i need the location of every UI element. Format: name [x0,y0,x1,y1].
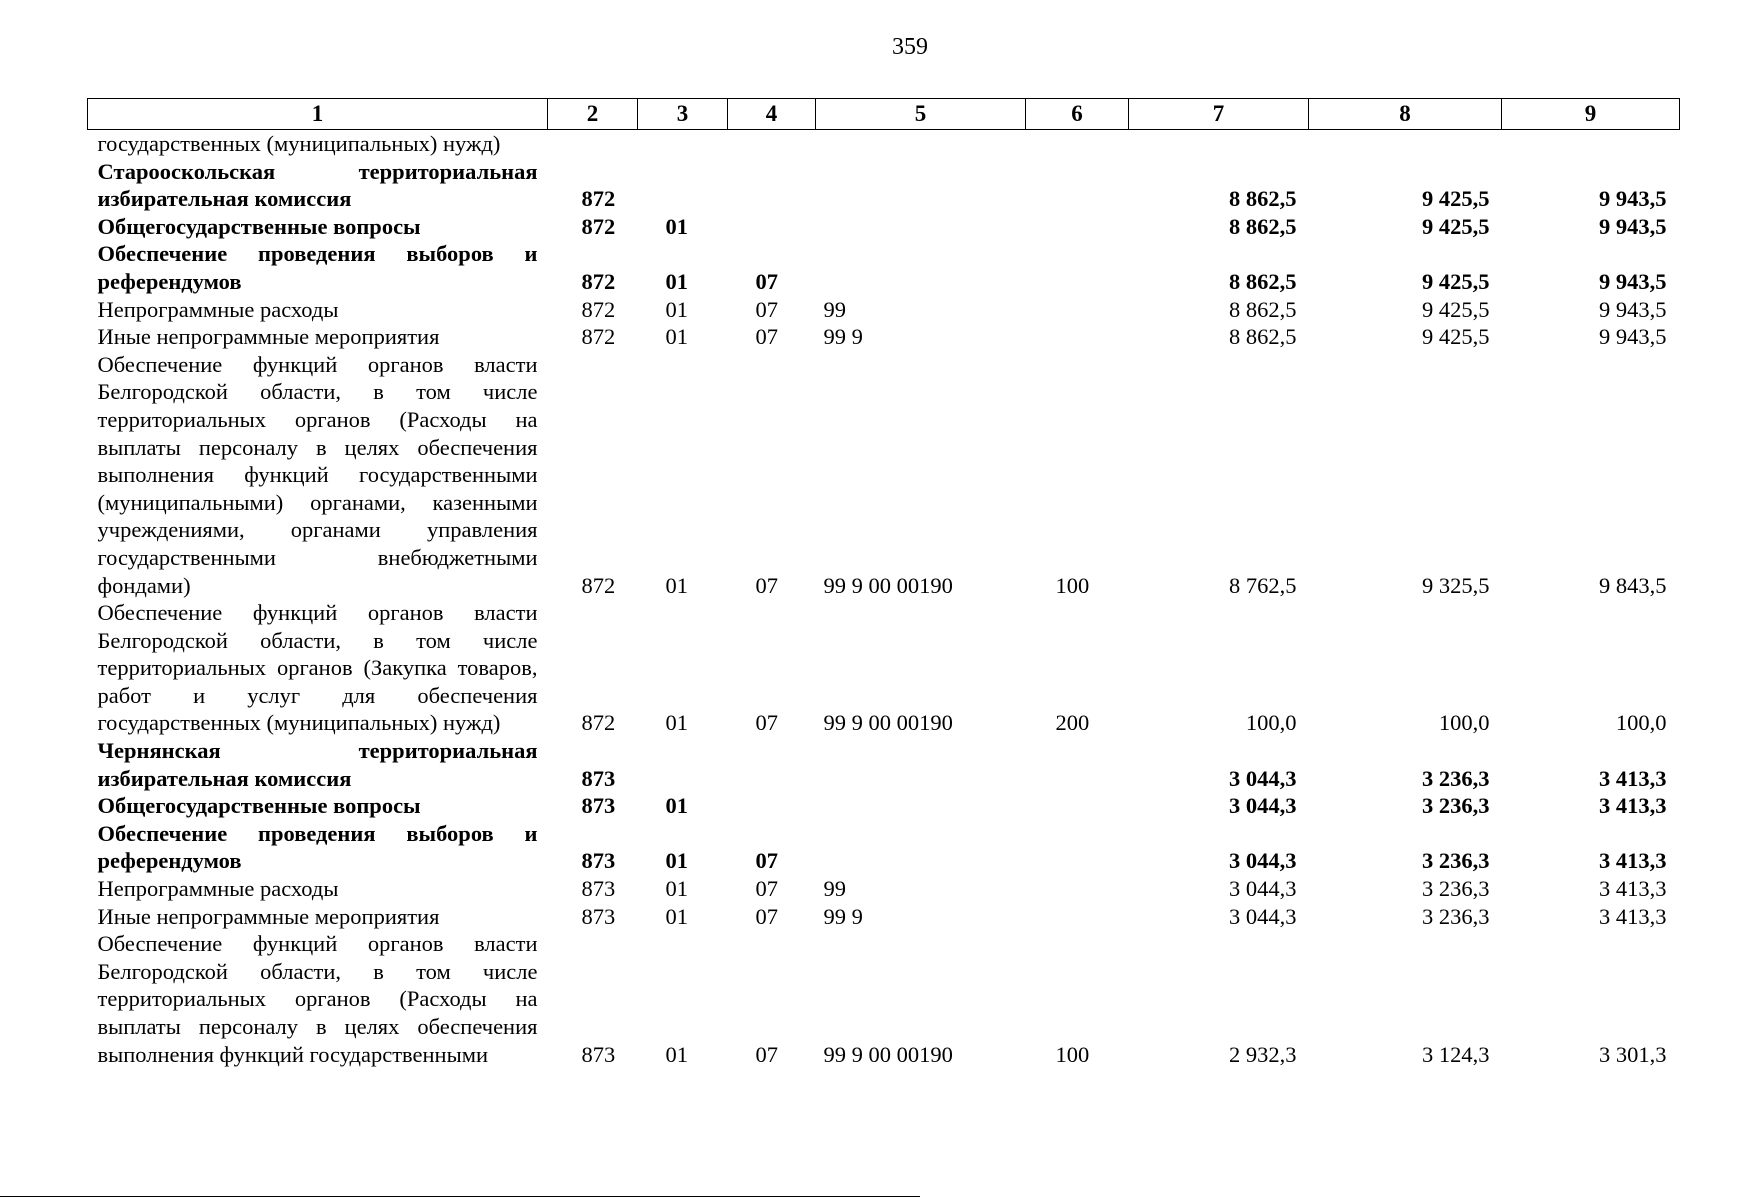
row-amount-cell: 9 425,5 [1422,186,1490,212]
row-amount-cell: 8 862,5 [1229,186,1297,212]
row-section-cell: 01 [665,572,688,598]
row-target-article-cell [816,737,1026,792]
row-code-cell: 872 [581,296,616,322]
row-expense-type-cell [1026,296,1129,324]
row-target-article-cell: 99 [823,876,846,902]
row-section-cell [638,737,728,792]
page-bottom-rule [0,1196,920,1197]
row-section-cell: 01 [665,268,688,294]
row-amount-cell: 3 301,3 [1599,1041,1667,1067]
row-name-cell: Обеспечение функций органов власти Белгородской области, в том числе территориальных органов (Расходы на выплаты персоналу в целях обеспечения выполнения функций государственными (муниципальными) органами, казенными учреждениями, органами управления государственными внебюджетными фондами) [97,351,538,598]
row-section-cell: 01 [665,324,688,350]
table-row [88,240,1680,295]
table-row [88,599,1680,737]
row-target-article-cell [816,240,1026,295]
row-section-cell: 01 [665,848,688,874]
column-header: 5 [816,99,1026,130]
row-target-article-cell [816,792,1026,820]
column-header: 9 [1502,99,1680,130]
row-target-article-cell: 99 9 00 00190 [823,572,953,598]
row-expense-type-cell [1026,737,1129,792]
row-code-cell: 872 [581,710,616,736]
row-expense-type-cell: 100 [1055,1041,1090,1067]
row-expense-type-cell [1026,240,1129,295]
table-row [88,820,1680,875]
table-row [88,903,1680,931]
row-amount-cell: 3 236,3 [1422,903,1490,929]
row-section-cell: 01 [665,903,688,929]
row-section-cell [638,130,728,158]
row-subsection-cell: 07 [755,1041,778,1067]
row-amount-cell: 100,0 [1245,710,1297,736]
table-header-row [88,99,1680,130]
column-header: 1 [88,99,548,130]
row-code-cell: 873 [581,765,616,791]
column-header: 2 [548,99,638,130]
table-row [88,930,1680,1068]
row-amount-cell: 3 413,3 [1599,765,1667,791]
row-section-cell [638,158,728,213]
row-amount-cell: 100,0 [1615,710,1667,736]
row-subsection-cell [728,130,816,158]
row-code-cell: 873 [581,1041,616,1067]
row-amount-cell: 8 862,5 [1229,268,1297,294]
table-row [88,792,1680,820]
row-amount-cell: 9 425,5 [1422,296,1490,322]
table-row [88,875,1680,903]
row-section-cell: 01 [665,876,688,902]
row-target-article-cell [816,158,1026,213]
row-name-cell: Непрограммные расходы [97,296,339,322]
row-amount-cell [1502,130,1680,158]
row-target-article-cell [816,820,1026,875]
row-target-article-cell [816,213,1026,241]
row-code-cell [548,130,638,158]
table-row [88,351,1680,599]
row-amount-cell: 9 943,5 [1599,296,1667,322]
row-amount-cell: 8 862,5 [1229,296,1297,322]
row-name-cell: Обеспечение функций органов власти Белгородской области, в том числе территориальных органов (Закупка товаров, работ и услуг для обеспечения государственных (муниципальных) нужд) [97,600,538,736]
row-amount-cell: 3 236,3 [1422,793,1490,819]
row-section-cell: 01 [665,296,688,322]
table-row [88,296,1680,324]
row-code-cell: 873 [581,903,616,929]
row-subsection-cell: 07 [755,903,778,929]
row-name-cell: Общегосударственные вопросы [97,793,421,819]
row-name-cell: Непрограммные расходы [97,876,339,902]
row-expense-type-cell [1026,820,1129,875]
row-amount-cell: 9 943,5 [1599,324,1667,350]
row-code-cell: 872 [581,186,616,212]
row-code-cell: 873 [581,848,616,874]
row-subsection-cell: 07 [755,268,778,294]
budget-table [87,98,1680,1068]
row-code-cell: 873 [581,793,616,819]
row-name-cell: Иные непрограммные мероприятия [97,903,440,929]
table-row [88,323,1680,351]
row-amount-cell: 9 843,5 [1599,572,1667,598]
row-amount-cell: 3 124,3 [1422,1041,1490,1067]
row-subsection-cell [728,792,816,820]
row-expense-type-cell [1026,323,1129,351]
row-name-cell: Общегосударственные вопросы [97,213,421,239]
row-subsection-cell: 07 [755,572,778,598]
row-amount-cell: 3 044,3 [1229,793,1297,819]
row-amount-cell: 3 236,3 [1422,848,1490,874]
column-header: 7 [1129,99,1309,130]
row-name-cell: Обеспечение проведения выборов и референдумов [97,241,538,294]
column-header: 8 [1309,99,1502,130]
row-expense-type-cell: 200 [1055,710,1090,736]
row-expense-type-cell [1026,792,1129,820]
row-amount-cell [1309,130,1502,158]
row-target-article-cell: 99 9 00 00190 [823,1041,953,1067]
row-subsection-cell [728,213,816,241]
row-name-cell: Обеспечение проведения выборов и референдумов [97,820,538,874]
row-section-cell: 01 [665,793,688,819]
row-name-cell: Чернянская территориальная избирательная комиссия [97,738,538,791]
row-code-cell: 872 [581,268,616,294]
row-target-article-cell: 99 9 [823,324,863,350]
row-amount-cell: 2 932,3 [1229,1041,1297,1067]
column-header: 3 [638,99,728,130]
row-section-cell: 01 [665,710,688,736]
row-target-article-cell: 99 9 00 00190 [823,710,953,736]
row-amount-cell: 8 762,5 [1229,572,1297,598]
row-target-article-cell [816,130,1026,158]
row-amount-cell: 3 044,3 [1229,848,1297,874]
row-expense-type-cell [1026,213,1129,241]
row-target-article-cell: 99 [823,296,846,322]
table-body [88,130,1680,1069]
row-amount-cell: 9 943,5 [1599,213,1667,239]
row-subsection-cell [728,737,816,792]
row-expense-type-cell [1026,158,1129,213]
row-expense-type-cell [1026,875,1129,903]
column-header: 6 [1026,99,1129,130]
row-subsection-cell [728,158,816,213]
row-amount-cell [1129,130,1309,158]
row-expense-type-cell [1026,130,1129,158]
row-amount-cell: 3 044,3 [1229,903,1297,929]
row-name-cell: Старооскольская территориальная избирательная комиссия [97,158,538,212]
row-amount-cell: 100,0 [1438,710,1490,736]
row-section-cell: 01 [665,213,688,239]
table-row [88,158,1680,213]
row-name-cell: Обеспечение функций органов власти Белгородской области, в том числе территориальных органов (Расходы на выплаты персоналу в целях обеспечения выполнения функций государственными [97,931,538,1067]
row-subsection-cell: 07 [755,848,778,874]
row-expense-type-cell [1026,903,1129,931]
page-number: 359 [892,34,928,60]
row-amount-cell: 3 044,3 [1229,876,1297,902]
row-amount-cell: 3 236,3 [1422,876,1490,902]
row-amount-cell: 3 236,3 [1422,765,1490,791]
row-section-cell: 01 [665,1041,688,1067]
row-amount-cell: 3 413,3 [1599,903,1667,929]
row-amount-cell: 8 862,5 [1229,213,1297,239]
row-amount-cell: 8 862,5 [1229,324,1297,350]
row-target-article-cell: 99 9 [823,903,863,929]
row-expense-type-cell: 100 [1055,572,1090,598]
row-code-cell: 872 [581,572,616,598]
row-amount-cell: 9 943,5 [1599,268,1667,294]
row-subsection-cell: 07 [755,710,778,736]
row-amount-cell: 9 425,5 [1422,213,1490,239]
table-row [88,213,1680,241]
budget-table-wrapper [87,98,1680,1068]
row-subsection-cell: 07 [755,296,778,322]
table-row [88,130,1680,158]
row-amount-cell: 9 325,5 [1422,572,1490,598]
row-name-cell: государственных (муниципальных) нужд) [97,131,501,156]
row-amount-cell: 3 413,3 [1599,848,1667,874]
row-code-cell: 872 [581,324,616,350]
row-code-cell: 873 [581,876,616,902]
column-header: 4 [728,99,816,130]
row-amount-cell: 3 413,3 [1599,876,1667,902]
table-row [88,737,1680,792]
row-amount-cell: 9 943,5 [1599,186,1667,212]
row-amount-cell: 9 425,5 [1422,268,1490,294]
row-amount-cell: 9 425,5 [1422,324,1490,350]
row-name-cell: Иные непрограммные мероприятия [97,324,440,350]
row-amount-cell: 3 413,3 [1599,793,1667,819]
row-subsection-cell: 07 [755,324,778,350]
row-code-cell: 872 [581,213,616,239]
row-amount-cell: 3 044,3 [1229,765,1297,791]
row-subsection-cell: 07 [755,876,778,902]
